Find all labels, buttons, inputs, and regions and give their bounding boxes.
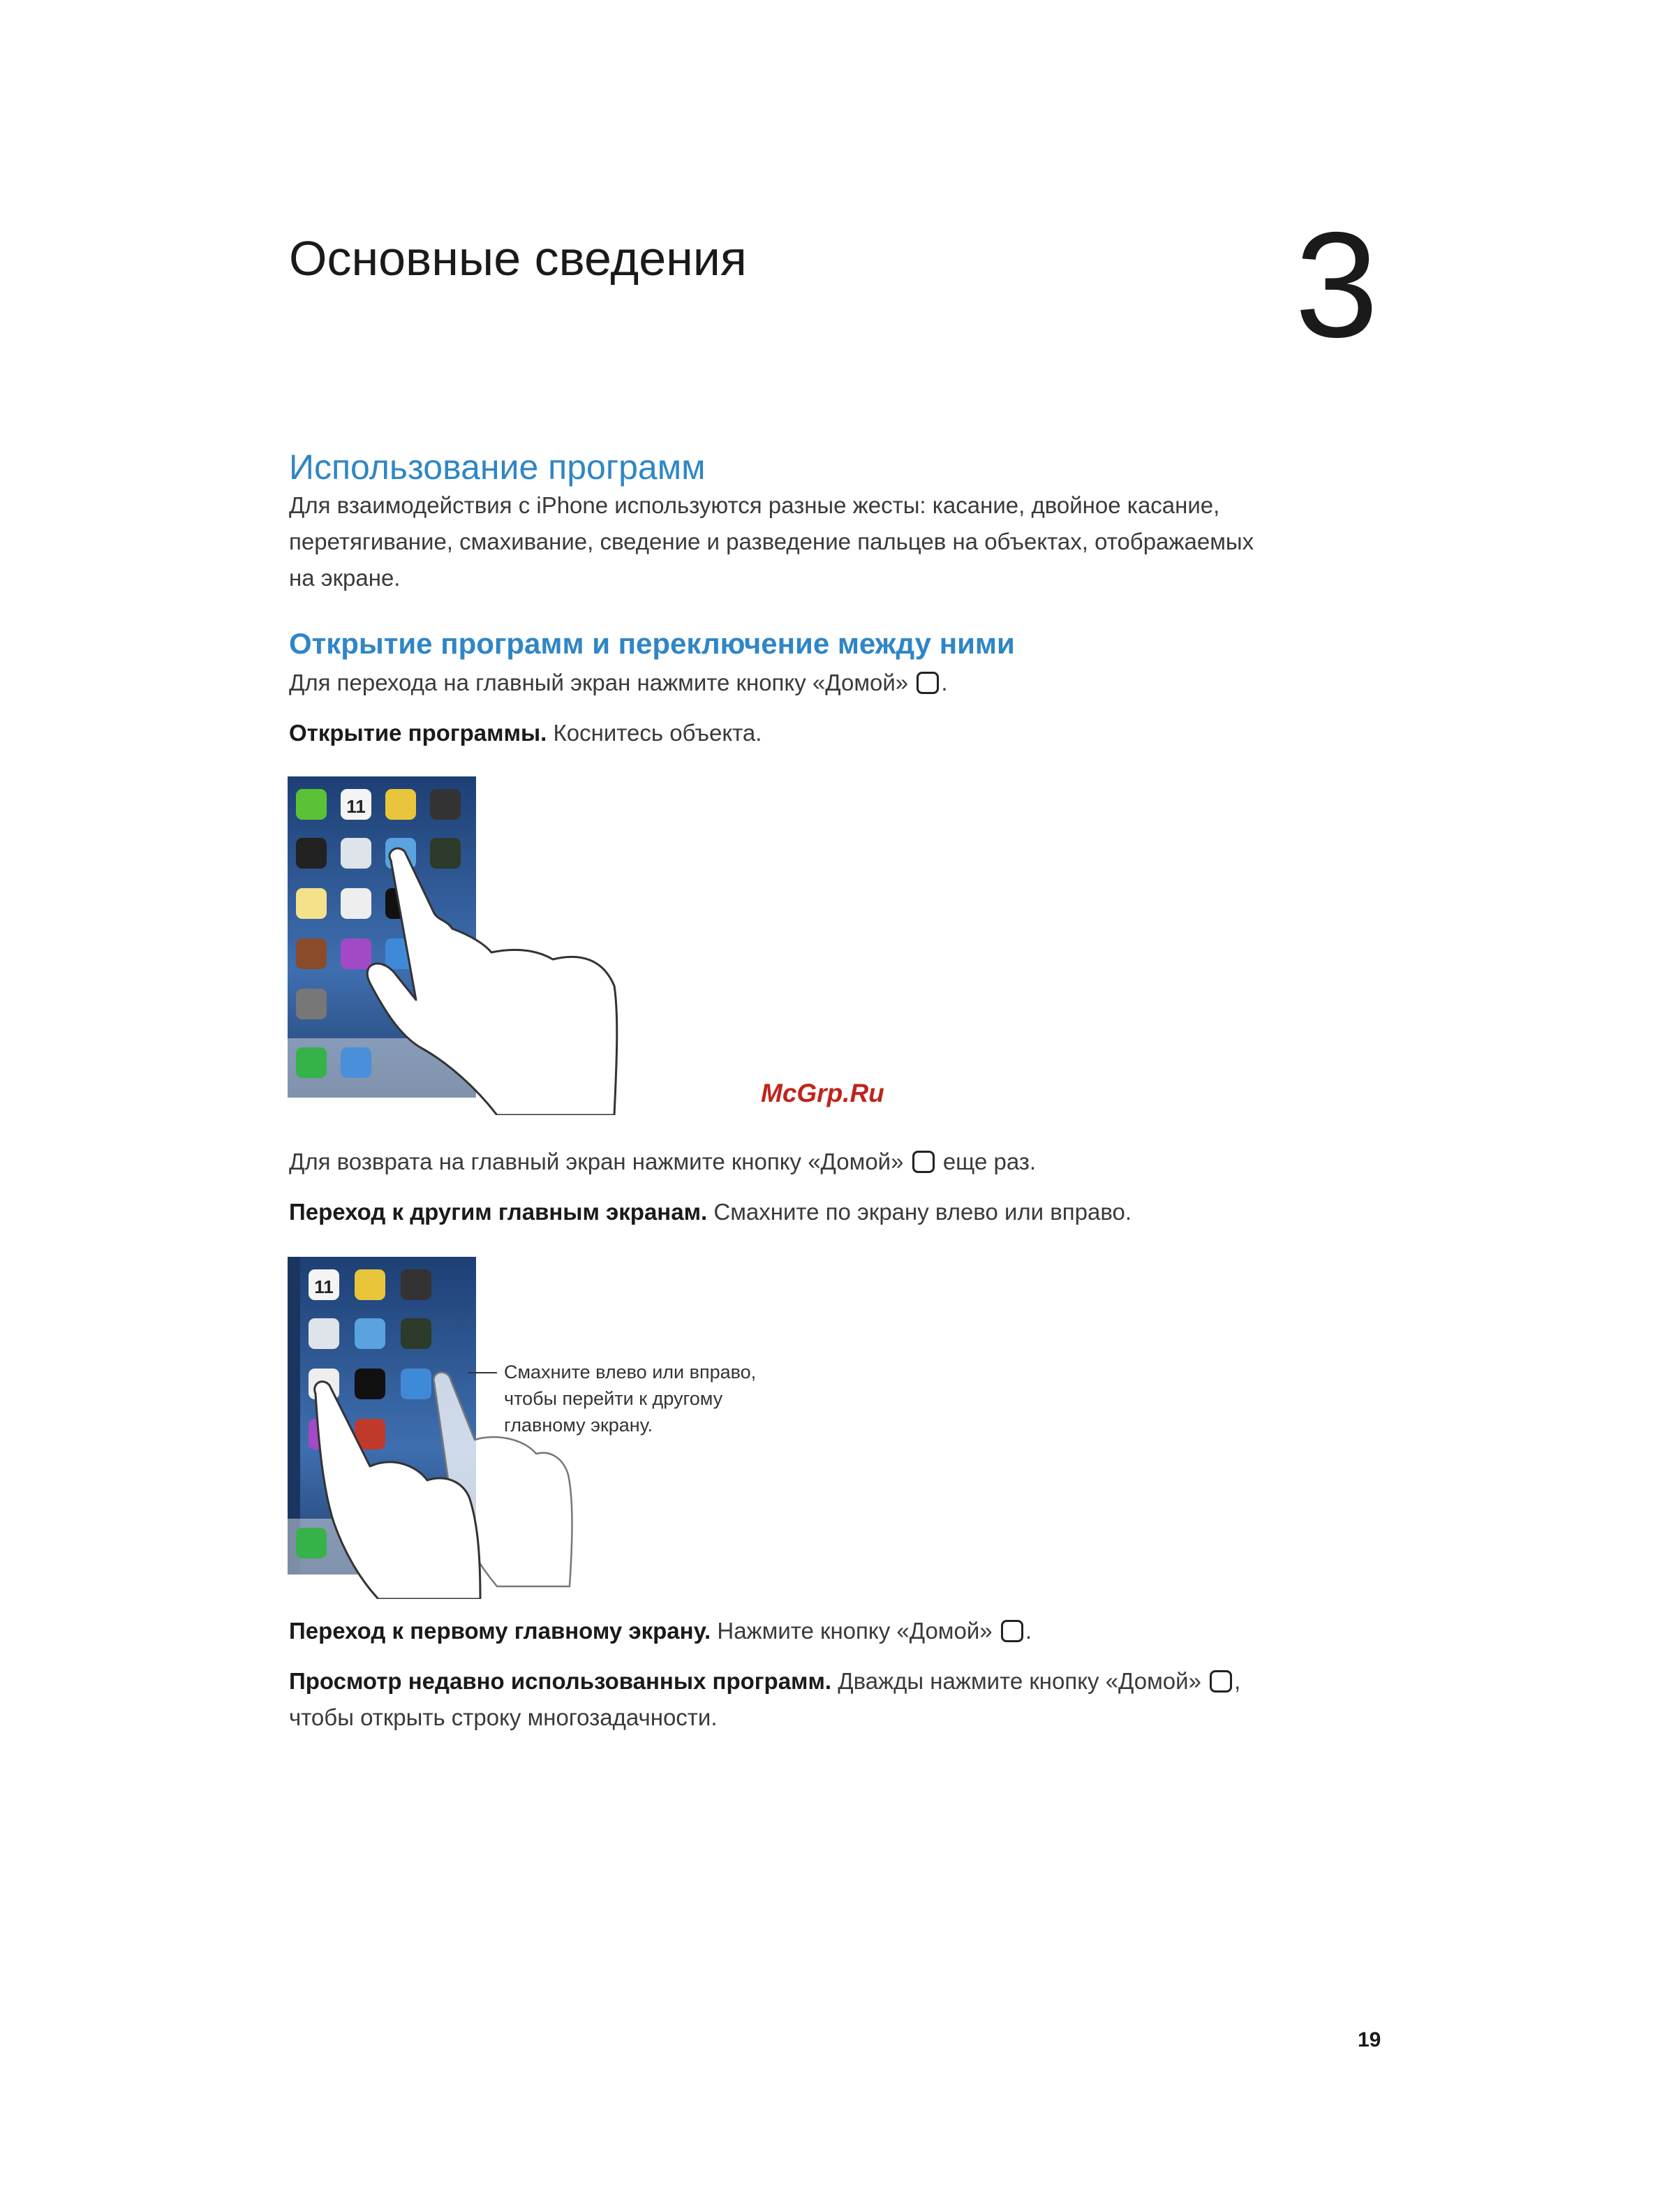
page-number: 19	[1358, 2028, 1381, 2051]
recent-apps-text: Дважды нажмите кнопку «Домой»	[838, 1668, 1201, 1694]
weather-app-icon	[355, 1318, 385, 1349]
recent-apps-label: Просмотр недавно использованных программ.	[289, 1668, 832, 1694]
open-app-text: Коснитесь объекта.	[553, 720, 762, 746]
paragraph-line: Для взаимодействия с iPhone используются разные жесты: касание, двойное касание,	[289, 492, 1220, 518]
first-screen-label: Переход к первому главному экрану.	[289, 1618, 711, 1644]
return-paragraph	[289, 1144, 1036, 1180]
swipe-paragraph	[289, 1194, 1132, 1230]
intro-paragraph	[289, 665, 948, 701]
clock-app-icon	[355, 1369, 385, 1399]
calendar-day: 11	[314, 1276, 334, 1297]
section-heading-using-apps: Использование программ	[289, 448, 706, 487]
intro-text: Для перехода на главный экран нажмите кнопку «Домой»	[289, 670, 909, 695]
watermark: McGrp.Ru	[761, 1079, 884, 1107]
newsstand-app-icon	[296, 938, 327, 969]
itunes-app-icon	[341, 938, 371, 969]
camera-app-icon	[430, 789, 461, 820]
intro-end: .	[941, 670, 948, 695]
return-text: Для возврата на главный экран нажмите кнопку «Домой»	[289, 1149, 904, 1174]
calendar-day: 11	[346, 796, 366, 817]
phone-app-icon	[296, 1047, 327, 1078]
mail-app-icon	[341, 1047, 371, 1078]
callout-line: чтобы перейти к другому	[504, 1388, 723, 1409]
recent-apps-end: ,	[1234, 1668, 1241, 1694]
notes-app-icon	[296, 888, 327, 919]
recent-apps-line2: чтобы открыть строку многозадачности.	[289, 1704, 718, 1730]
home-button-icon	[917, 672, 939, 694]
videos-app-icon	[296, 838, 327, 869]
messages-app-icon	[296, 789, 327, 820]
home-button-icon	[1001, 1620, 1023, 1642]
photos-app-icon	[355, 1269, 385, 1300]
passbook-app-icon	[430, 838, 461, 869]
settings-app-icon	[296, 989, 327, 1019]
open-app-label: Открытие программы.	[289, 720, 547, 746]
return-end: еще раз.	[942, 1149, 1037, 1174]
chapter-number: 3	[1295, 200, 1379, 369]
home-button-icon	[1210, 1670, 1232, 1693]
maps-app-icon	[341, 838, 371, 869]
paragraph-line: перетягивание, смахивание, сведение и разведение пальцев на объектах, отображаемых	[289, 529, 1254, 554]
paragraph-line: на экране.	[289, 565, 401, 591]
section-heading-open-switch: Открытие программ и переключение между ними	[289, 627, 1015, 660]
camera-app-icon	[401, 1269, 431, 1300]
reminders-app-icon	[341, 888, 371, 919]
swipe-label: Переход к другим главным экранам.	[289, 1199, 708, 1225]
home-button-icon	[912, 1151, 935, 1173]
callout-line: главному экрану.	[504, 1415, 653, 1436]
swipe-callout	[504, 1359, 756, 1438]
passbook-app-icon	[401, 1318, 431, 1349]
app-store-app-icon	[401, 1369, 431, 1399]
photos-app-icon	[385, 789, 416, 820]
first-screen-paragraph	[289, 1613, 1032, 1649]
first-screen-text: Нажмите кнопку «Домой»	[717, 1618, 993, 1644]
open-app-paragraph	[289, 715, 762, 751]
maps-app-icon	[309, 1318, 339, 1349]
swipe-text: Смахните по экрану влево или вправо.	[713, 1199, 1132, 1225]
figure-tap-app	[288, 776, 651, 1115]
callout-line: Смахните влево или вправо,	[504, 1362, 757, 1382]
chapter-title: Основные сведения	[289, 231, 747, 286]
first-screen-end: .	[1025, 1618, 1032, 1644]
recent-apps-paragraph	[289, 1663, 1240, 1736]
section-paragraph	[289, 487, 1254, 596]
phone-app-icon	[296, 1528, 327, 1558]
